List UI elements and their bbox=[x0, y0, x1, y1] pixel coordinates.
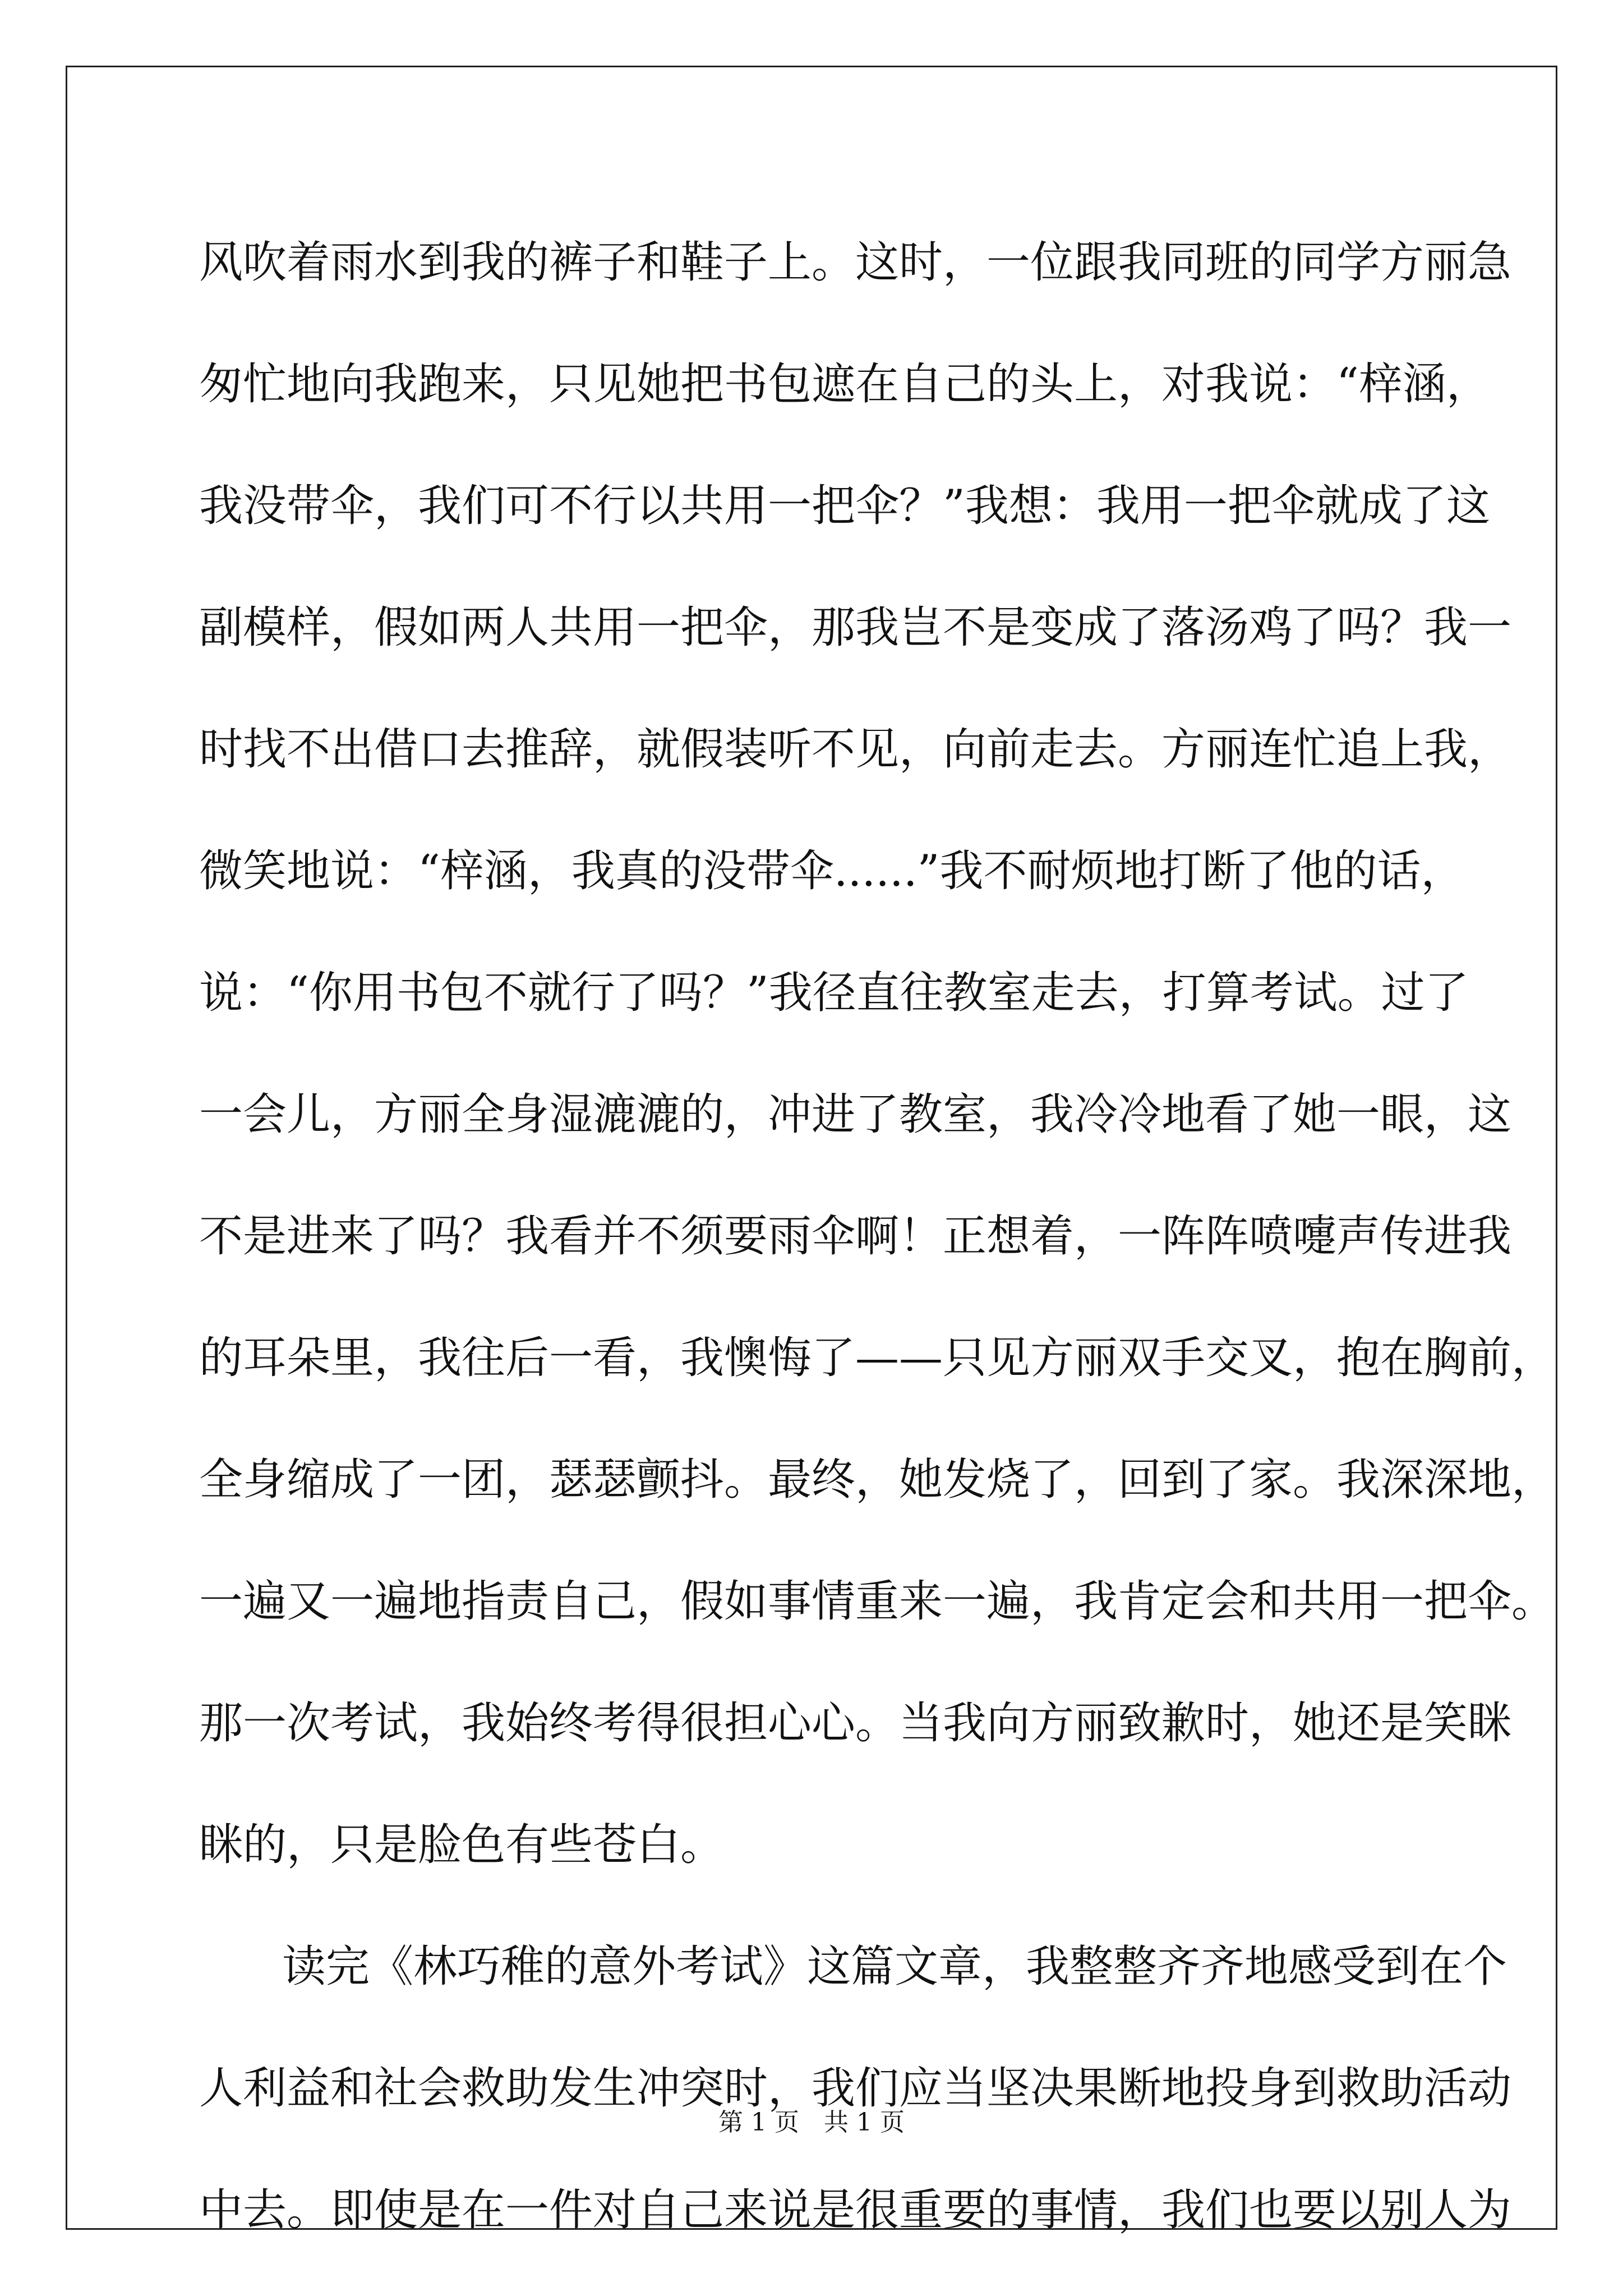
text-line: 一会儿，方丽全身湿漉漉的，冲进了教室，我冷冷地看了她一眼，这 bbox=[199, 1089, 1512, 1140]
text-line: 时找不出借口去推辞，就假装听不见，向前走去。方丽连忙追上我， bbox=[199, 724, 1512, 775]
text-line: 人利益和社会救助发生冲突时，我们应当坚决果断地投身到救助活动 bbox=[199, 2063, 1512, 2114]
text-line: 微笑地说：“梓涵，我真的没带伞......”我不耐烦地打断了他的话， bbox=[199, 846, 1465, 896]
text-line: 匆忙地向我跑来，只见她把书包遮在自己的头上，对我说：“梓涵， bbox=[199, 359, 1490, 409]
text-line: 我没带伞，我们可不行以共用一把伞？”我想：我用一把伞就成了这 bbox=[199, 481, 1490, 531]
text-line: 那一次考试，我始终考得很担心心。当我向方丽致歉时，她还是笑眯 bbox=[199, 1698, 1512, 1749]
text-line: 全身缩成了一团，瑟瑟颤抖。最终，她发烧了，回到了家。我深深地， bbox=[199, 1455, 1556, 1505]
text-line: 的耳朵里，我往后一看，我懊悔了——只见方丽双手交叉，抱在胸前， bbox=[199, 1333, 1556, 1383]
text-line: 副模样，假如两人共用一把伞，那我岂不是变成了落汤鸡了吗？我一 bbox=[199, 602, 1512, 653]
text-line: 中去。即使是在一件对自己来说是很重要的事情，我们也要以别人为 bbox=[199, 2185, 1512, 2235]
text-line: 一遍又一遍地指责自己，假如事情重来一遍，我肯定会和共用一把伞。 bbox=[199, 1576, 1556, 1627]
text-line: 说：“你用书包不就行了吗？”我径直往教室走去，打算考试。过了 bbox=[199, 968, 1469, 1018]
page-number-footer: 第 1 页 共 1 页 bbox=[718, 2108, 905, 2137]
text-line: 读完《林巧稚的意外考试》这篇文章，我整整齐齐地感受到在个 bbox=[282, 1941, 1507, 1992]
text-line: 风吹着雨水到我的裤子和鞋子上。这时，一位跟我同班的同学方丽急 bbox=[199, 237, 1512, 288]
text-line: 眯的，只是脸色有些苍白。 bbox=[199, 1820, 725, 1870]
text-line: 不是进来了吗？我看并不须要雨伞啊！正想着，一阵阵喷嚏声传进我 bbox=[199, 1211, 1512, 1262]
document-body bbox=[199, 202, 1556, 2271]
